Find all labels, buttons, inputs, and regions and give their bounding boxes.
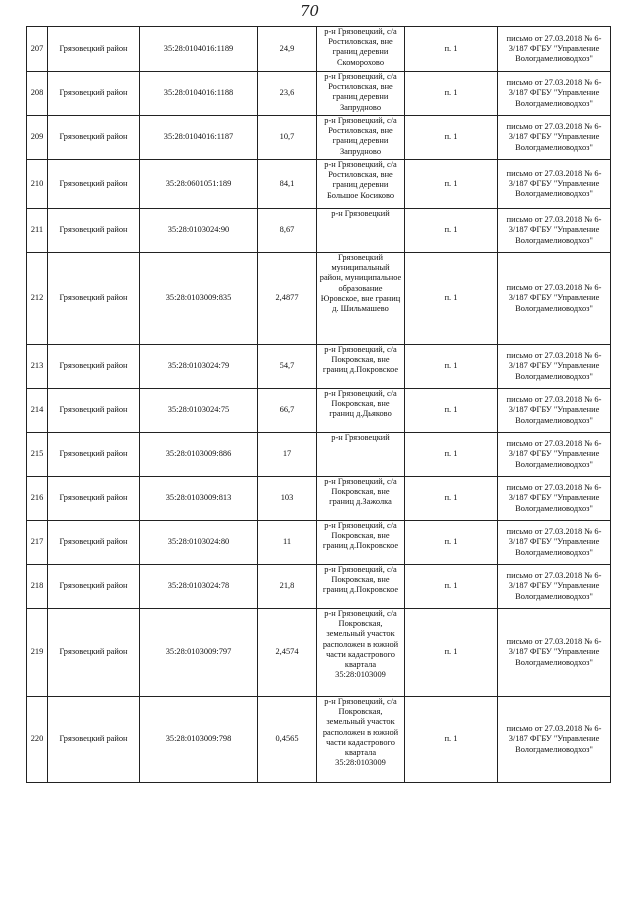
area-cell: 17 [258,433,317,477]
basis-cell: письмо от 27.03.2018 № 6-3/187 ФГБУ "Управление Вологдамелиоводхоз" [498,697,611,783]
district-cell: Грязовецкий район [48,160,140,209]
cadastral-number-cell: 35:28:0103024:80 [140,521,258,565]
cadastral-number-cell: 35:28:0103024:79 [140,345,258,389]
row-number: 218 [27,565,48,609]
clause-cell: п. 1 [405,565,498,609]
district-cell: Грязовецкий район [48,389,140,433]
clause-cell: п. 1 [405,389,498,433]
clause-cell: п. 1 [405,72,498,116]
basis-cell: письмо от 27.03.2018 № 6-3/187 ФГБУ "Управление Вологдамелиоводхоз" [498,72,611,116]
area-cell: 11 [258,521,317,565]
district-cell: Грязовецкий район [48,609,140,697]
table-row [27,253,611,345]
clause-cell: п. 1 [405,697,498,783]
location-cell: р-н Грязовецкий, с/а Ростиловская, вне границ деревни Запрудново [317,72,405,116]
basis-cell: письмо от 27.03.2018 № 6-3/187 ФГБУ "Управление Вологдамелиоводхоз" [498,253,611,345]
table-row [27,697,611,783]
row-number: 219 [27,609,48,697]
clause-cell: п. 1 [405,253,498,345]
basis-cell: письмо от 27.03.2018 № 6-3/187 ФГБУ "Управление Вологдамелиоводхоз" [498,521,611,565]
cadastral-number-cell: 35:28:0103009:886 [140,433,258,477]
district-cell: Грязовецкий район [48,697,140,783]
cadastral-number-cell: 35:28:0103024:75 [140,389,258,433]
row-number: 216 [27,477,48,521]
clause-cell: п. 1 [405,433,498,477]
area-cell: 8,67 [258,209,317,253]
location-cell: р-н Грязовецкий [317,209,405,253]
district-cell: Грязовецкий район [48,521,140,565]
district-cell: Грязовецкий район [48,565,140,609]
table-row [27,72,611,116]
location-cell: Грязовецкий муниципальный район, муниципальное образование Юровское, вне границ д. Шильмашево [317,253,405,345]
location-cell: р-н Грязовецкий, с/а Ростиловская, вне границ деревни Скоморохово [317,27,405,72]
district-cell: Грязовецкий район [48,433,140,477]
area-cell: 0,4565 [258,697,317,783]
table-row [27,116,611,160]
clause-cell: п. 1 [405,209,498,253]
land-plots-table [26,26,611,783]
location-cell: р-н Грязовецкий [317,433,405,477]
clause-cell: п. 1 [405,345,498,389]
clause-cell: п. 1 [405,521,498,565]
row-number: 211 [27,209,48,253]
district-cell: Грязовецкий район [48,477,140,521]
cadastral-number-cell: 35:28:0103009:835 [140,253,258,345]
location-cell: р-н Грязовецкий, с/а Покровская, вне границ д.Покровское [317,521,405,565]
row-number: 214 [27,389,48,433]
row-number: 208 [27,72,48,116]
cadastral-number-cell: 35:28:0104016:1187 [140,116,258,160]
table-row [27,389,611,433]
area-cell: 23,6 [258,72,317,116]
basis-cell: письмо от 27.03.2018 № 6-3/187 ФГБУ "Управление Вологдамелиоводхоз" [498,160,611,209]
table-row [27,345,611,389]
row-number: 210 [27,160,48,209]
area-cell: 103 [258,477,317,521]
row-number: 215 [27,433,48,477]
basis-cell: письмо от 27.03.2018 № 6-3/187 ФГБУ "Управление Вологдамелиоводхоз" [498,477,611,521]
table-row [27,27,611,72]
table-row [27,609,611,697]
cadastral-number-cell: 35:28:0103009:813 [140,477,258,521]
area-cell: 2,4574 [258,609,317,697]
row-number: 207 [27,27,48,72]
cadastral-number-cell: 35:28:0104016:1188 [140,72,258,116]
row-number: 209 [27,116,48,160]
district-cell: Грязовецкий район [48,345,140,389]
cadastral-number-cell: 35:28:0104016:1189 [140,27,258,72]
area-cell: 66,7 [258,389,317,433]
cadastral-number-cell: 35:28:0103009:797 [140,609,258,697]
cadastral-number-cell: 35:28:0103024:90 [140,209,258,253]
cadastral-number-cell: 35:28:0601051:189 [140,160,258,209]
cadastral-number-cell: 35:28:0103009:798 [140,697,258,783]
row-number: 217 [27,521,48,565]
location-cell: р-н Грязовецкий, с/а Ростиловская, вне границ деревни Запрудново [317,116,405,160]
location-cell: р-н Грязовецкий, с/а Покровская, земельный участок расположен в южной части кадастрового квартала 35:28:0103009 [317,609,405,697]
table-row [27,521,611,565]
table-row [27,160,611,209]
clause-cell: п. 1 [405,116,498,160]
row-number: 220 [27,697,48,783]
area-cell: 10,7 [258,116,317,160]
clause-cell: п. 1 [405,477,498,521]
table-row [27,433,611,477]
basis-cell: письмо от 27.03.2018 № 6-3/187 ФГБУ "Управление Вологдамелиоводхоз" [498,609,611,697]
location-cell: р-н Грязовецкий, с/а Покровская, вне границ д.Покровское [317,345,405,389]
row-number: 212 [27,253,48,345]
table-row [27,477,611,521]
row-number: 213 [27,345,48,389]
location-cell: р-н Грязовецкий, с/а Ростиловская, вне границ деревни Большое Косиково [317,160,405,209]
district-cell: Грязовецкий район [48,253,140,345]
area-cell: 21,8 [258,565,317,609]
location-cell: р-н Грязовецкий, с/а Покровская, земельный участок расположен в южной части кадастрового квартала 35:28:0103009 [317,697,405,783]
basis-cell: письмо от 27.03.2018 № 6-3/187 ФГБУ "Управление Вологдамелиоводхоз" [498,116,611,160]
location-cell: р-н Грязовецкий, с/а Покровская, вне границ д.Покровское [317,565,405,609]
district-cell: Грязовецкий район [48,116,140,160]
table-row [27,565,611,609]
table-row [27,209,611,253]
clause-cell: п. 1 [405,27,498,72]
basis-cell: письмо от 27.03.2018 № 6-3/187 ФГБУ "Управление Вологдамелиоводхоз" [498,27,611,72]
basis-cell: письмо от 27.03.2018 № 6-3/187 ФГБУ "Управление Вологдамелиоводхоз" [498,433,611,477]
page-number: 70 [300,2,320,20]
location-cell: р-н Грязовецкий, с/а Покровская, вне границ д.Дьяково [317,389,405,433]
district-cell: Грязовецкий район [48,72,140,116]
district-cell: Грязовецкий район [48,27,140,72]
basis-cell: письмо от 27.03.2018 № 6-3/187 ФГБУ "Управление Вологдамелиоводхоз" [498,209,611,253]
cadastral-number-cell: 35:28:0103024:78 [140,565,258,609]
area-cell: 84,1 [258,160,317,209]
district-cell: Грязовецкий район [48,209,140,253]
basis-cell: письмо от 27.03.2018 № 6-3/187 ФГБУ "Управление Вологдамелиоводхоз" [498,345,611,389]
location-cell: р-н Грязовецкий, с/а Покровская, вне границ д.Зажолка [317,477,405,521]
area-cell: 54,7 [258,345,317,389]
basis-cell: письмо от 27.03.2018 № 6-3/187 ФГБУ "Управление Вологдамелиоводхоз" [498,389,611,433]
area-cell: 24,9 [258,27,317,72]
clause-cell: п. 1 [405,160,498,209]
basis-cell: письмо от 27.03.2018 № 6-3/187 ФГБУ "Управление Вологдамелиоводхоз" [498,565,611,609]
area-cell: 2,4877 [258,253,317,345]
clause-cell: п. 1 [405,609,498,697]
